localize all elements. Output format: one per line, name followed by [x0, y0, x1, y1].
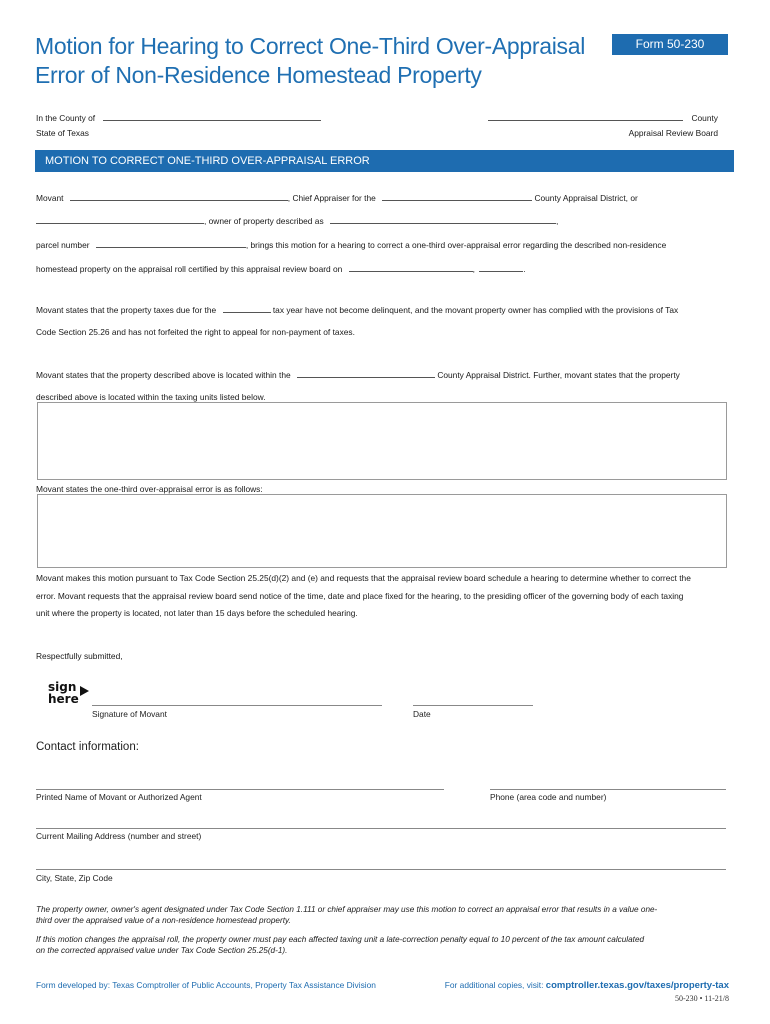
form-code: 50-230 • 11-21/8 [674, 994, 729, 1003]
note-2-line-2: on the corrected appraised value under Tax Code Section 25.25(d-1). [36, 946, 288, 955]
chief-appraiser-label: , Chief Appraiser for the [287, 193, 376, 203]
taxing-units-textarea[interactable] [37, 402, 727, 480]
phone-label: Phone (area code and number) [490, 792, 607, 802]
section-header [35, 150, 734, 172]
footer-developed-by: Form developed by: Texas Comptroller of Public Accounts, Property Tax Assistance Division [36, 980, 376, 990]
pursuant-line-3: unit where the property is located, not later than 15 days before the scheduled hearing. [36, 608, 358, 618]
signature-label: Signature of Movant [92, 709, 167, 719]
location-text-2: County Appraisal District. Further, movant states that the property [437, 370, 680, 380]
certified-date-field[interactable] [349, 263, 473, 272]
comma-label: , [555, 216, 559, 226]
sign-arrow-icon [80, 686, 89, 696]
comma-2: , [472, 264, 475, 274]
footer-copies-link[interactable]: comptroller.texas.gov/taxes/property-tax [545, 980, 729, 991]
note-1-line-1: The property owner, owner's agent designated under Tax Code Section 1.111 or chief appraiser may use this motion to correct an appraisal error that results in a value one- [36, 905, 658, 914]
mailing-address-field[interactable] [36, 828, 726, 829]
error-description-textarea[interactable] [37, 494, 727, 568]
sign-here-mark [48, 681, 79, 705]
error-label: Movant states the one-third over-appraisal error is as follows: [36, 484, 263, 494]
county-board-row [488, 112, 718, 124]
county-label: County [691, 113, 718, 123]
location-row-2: described above is located within the taxing units listed below. [36, 392, 266, 402]
owner-name-field[interactable] [36, 215, 204, 224]
homestead-row [36, 263, 526, 275]
city-state-zip-field[interactable] [36, 869, 726, 870]
footer-copies [445, 980, 729, 991]
appraisal-district-field[interactable] [382, 192, 532, 201]
in-county-of-label: In the County of [36, 113, 96, 123]
county-of-row [36, 112, 321, 124]
state-of-texas-label: State of Texas [36, 128, 89, 138]
city-state-zip-label: City, State, Zip Code [36, 873, 113, 883]
pursuant-line-1: Movant makes this motion pursuant to Tax Code Section 25.25(d)(2) and (e) and requests that the appraisal review board schedule a hearing to determine whether to correct the [36, 573, 691, 583]
here-word: here [48, 692, 79, 706]
phone-field[interactable] [490, 789, 726, 790]
footer-copies-prefix: For additional copies, visit: [444, 980, 544, 990]
sign-word: sign [48, 680, 77, 694]
date-field[interactable] [413, 705, 533, 706]
taxes-text-1: Movant states that the property taxes due for the [36, 305, 217, 315]
section-title: MOTION TO CORRECT ONE-THIRD OVER-APPRAISAL ERROR [45, 155, 370, 167]
county-appraisal-district-label: County Appraisal District, or [534, 193, 638, 203]
location-text-1: Movant states that the property described above is located within the [36, 370, 291, 380]
title-line-2: Error of Non-Residence Homestead Property [35, 62, 482, 88]
note-1 [36, 904, 726, 926]
period: . [523, 264, 526, 274]
location-district-field[interactable] [297, 369, 435, 378]
board-county-field[interactable] [488, 112, 683, 121]
note-2 [36, 934, 726, 956]
mailing-address-label: Current Mailing Address (number and street) [36, 831, 202, 841]
movant-name-field[interactable] [70, 192, 288, 201]
tax-year-field[interactable] [223, 304, 271, 313]
pursuant-line-2: error. Movant requests that the appraisal review board send notice of the time, date and place fixed for the hearing, to the presiding officer of the governing body of each taxing [36, 591, 684, 601]
parcel-number-label: parcel number [36, 240, 90, 250]
property-description-field[interactable] [330, 215, 559, 226]
signature-field[interactable] [92, 705, 382, 706]
owner-described-label: , owner of property described as [204, 216, 324, 226]
note-2-line-1: If this motion changes the appraisal roll, the property owner must pay each affected taxing unit a late-correction penalty equal to 10 percent of the tax amount calculated [36, 935, 645, 944]
title-line-1: Motion for Hearing to Correct One-Third Over-Appraisal [35, 33, 586, 59]
county-of-field[interactable] [103, 112, 321, 121]
contact-title: Contact information: [36, 741, 139, 753]
movant-label: Movant [36, 193, 64, 203]
taxes-row-1 [36, 304, 678, 316]
brings-motion-text: , brings this motion for a hearing to correct a one-third over-appraisal error regarding the described non-residence [245, 240, 667, 250]
respectfully-submitted: Respectfully submitted, [36, 651, 123, 661]
location-row-1 [36, 369, 680, 381]
certified-year-field[interactable] [479, 263, 526, 274]
homestead-text: homestead property on the appraisal roll certified by this appraisal review board on [36, 264, 343, 274]
printed-name-label: Printed Name of Movant or Authorized Agent [36, 792, 202, 802]
date-label: Date [413, 709, 431, 719]
taxes-text-2: tax year have not become delinquent, and the movant property owner has complied with the provisions of Tax [272, 305, 679, 315]
movant-row [36, 192, 638, 204]
page-title [35, 32, 595, 90]
parcel-row [36, 239, 666, 251]
printed-name-field[interactable] [36, 789, 444, 790]
appraisal-review-board-label: Appraisal Review Board [628, 128, 718, 138]
taxes-row-2: Code Section 25.26 and has not forfeited the right to appeal for non-payment of taxes. [36, 327, 355, 337]
owner-row [36, 215, 558, 227]
parcel-number-field[interactable] [96, 239, 246, 248]
note-1-line-2: third over the appraised value of a non-residence homestead property. [36, 916, 291, 925]
form-number-badge: Form 50-230 [612, 34, 728, 55]
